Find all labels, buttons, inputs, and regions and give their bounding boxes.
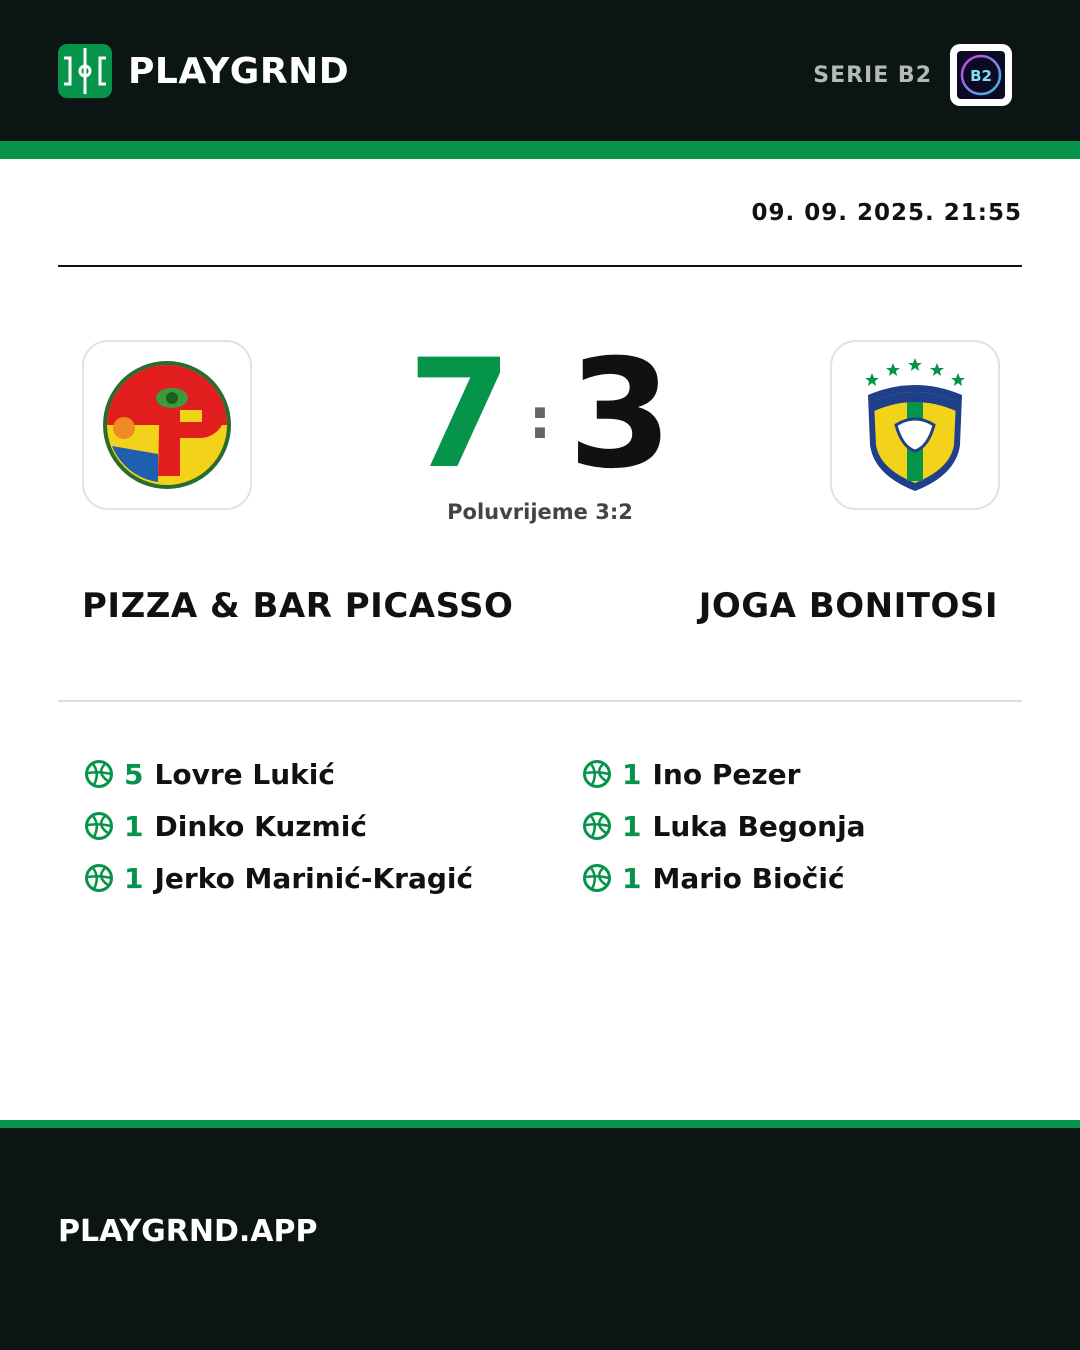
brand[interactable] [58,44,349,98]
player-name[interactable]: Luka Begonja [652,809,866,843]
away-score: 3 [568,328,673,502]
home-score: 7 [407,328,512,502]
soccer-ball-icon [84,811,114,841]
goal-count: 1 [124,809,144,843]
player-name[interactable]: Jerko Marinić-Kragić [154,861,474,895]
pitch-logo-icon [58,44,112,98]
goal-count: 1 [622,809,642,843]
league-name: SERIE B2 [813,62,932,88]
footer-accent-stripe [0,1120,1080,1128]
header-accent-stripe [0,141,1080,159]
home-team-name[interactable]: PIZZA & BAR PICASSO [82,586,514,626]
scorer-row [582,800,866,852]
league-badge [950,44,1012,106]
scorer-row [582,852,866,904]
score-separator: : [528,387,552,452]
goal-count: 1 [124,861,144,895]
league-badge-text: B2 [970,67,992,85]
away-team-name[interactable]: JOGA BONITOSI [698,586,998,626]
scoreboard [340,330,740,500]
brand-name: PLAYGRND [128,50,350,92]
picasso-logo-icon [100,358,234,492]
player-name[interactable]: Ino Pezer [652,757,801,791]
soccer-ball-icon [582,811,612,841]
goal-count: 1 [622,861,642,895]
halftime-score: Poluvrijeme 3:2 [447,500,633,524]
player-name[interactable]: Dinko Kuzmić [154,809,367,843]
goal-count: 1 [622,757,642,791]
brazil-crest-icon [860,355,970,495]
goal-count: 5 [124,757,144,791]
scorer-row [84,800,473,852]
scorer-row [582,748,866,800]
home-scorers-list [84,748,473,904]
divider [58,265,1022,267]
soccer-ball-icon [582,863,612,893]
league-info [813,44,1012,106]
soccer-ball-icon [84,759,114,789]
soccer-ball-icon [582,759,612,789]
player-name[interactable]: Mario Biočić [652,861,845,895]
league-logo-icon [957,51,1005,99]
away-scorers-list [582,748,866,904]
scorer-row [84,748,473,800]
away-team-crest[interactable] [830,340,1000,510]
divider [58,700,1022,702]
scorer-row [84,852,473,904]
footer-url-link[interactable]: PLAYGRND.APP [58,1214,318,1249]
home-team-crest[interactable] [82,340,252,510]
player-name[interactable]: Lovre Lukić [154,757,335,791]
match-datetime: 09. 09. 2025. 21:55 [751,200,1022,226]
soccer-ball-icon [84,863,114,893]
